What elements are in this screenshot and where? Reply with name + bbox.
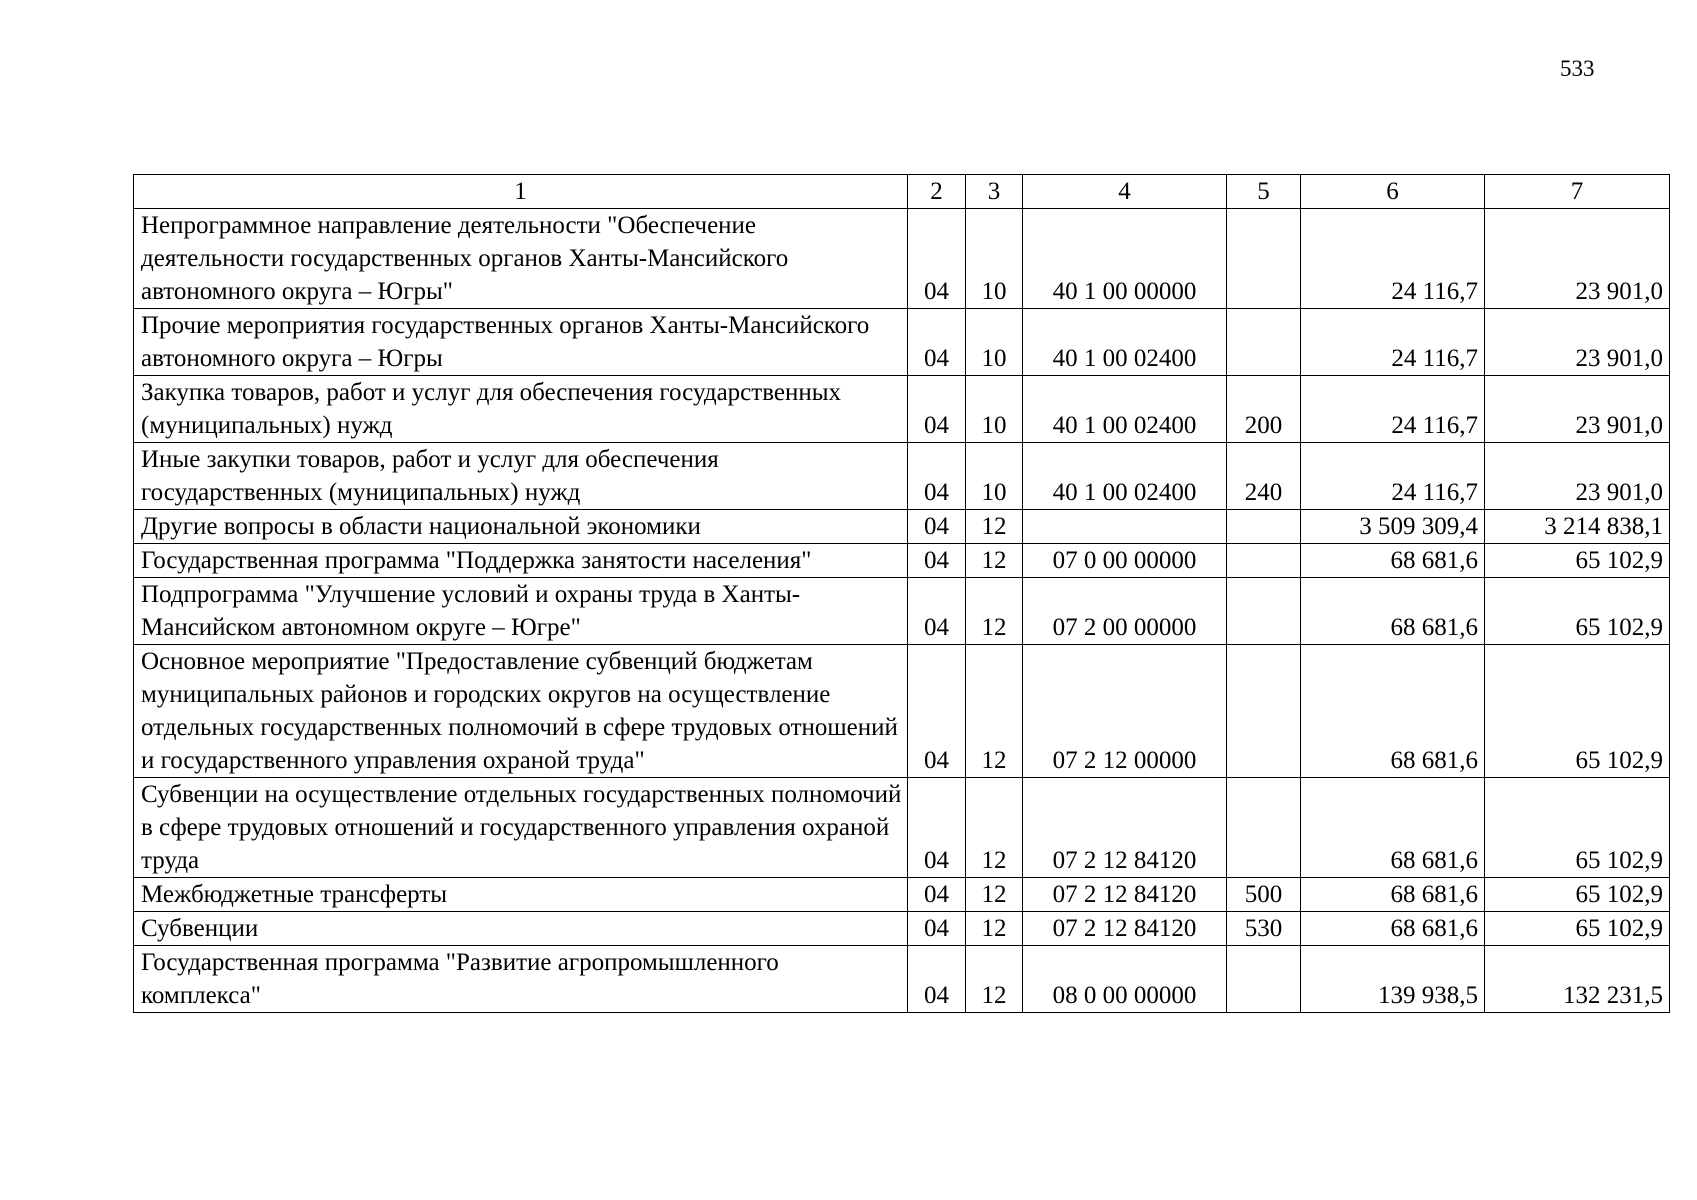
table-row [134,912,1670,946]
expense-type-cell: 530 [1227,912,1301,946]
amount-cell: 23 901,0 [1485,309,1670,376]
expense-type-cell: 240 [1227,443,1301,510]
subsection-cell: 12 [966,645,1023,778]
amount-cell: 23 901,0 [1485,443,1670,510]
row-name-cell: Другие вопросы в области национальной экономики [134,510,908,544]
amount-cell: 3 214 838,1 [1485,510,1670,544]
expense-type-cell [1227,209,1301,309]
amount-cell: 65 102,9 [1485,645,1670,778]
amount-cell: 68 681,6 [1301,778,1485,878]
column-header: 3 [966,175,1023,209]
expense-type-cell: 200 [1227,376,1301,443]
table-row [134,209,1670,309]
expense-type-cell [1227,578,1301,645]
target-article-cell: 40 1 00 02400 [1023,376,1227,443]
row-name-cell: Иные закупки товаров, работ и услуг для обеспечения государственных (муниципальных) нужд [134,443,908,510]
amount-cell: 65 102,9 [1485,578,1670,645]
subsection-cell: 10 [966,376,1023,443]
amount-cell: 132 231,5 [1485,946,1670,1013]
amount-cell: 65 102,9 [1485,544,1670,578]
amount-cell: 3 509 309,4 [1301,510,1485,544]
target-article-cell [1023,510,1227,544]
column-header: 2 [908,175,966,209]
table-row [134,878,1670,912]
column-header: 1 [134,175,908,209]
subsection-cell: 10 [966,209,1023,309]
row-name-cell: Непрограммное направление деятельности "Обеспечение деятельности государственных органов Ханты-Мансийского автономного округа – Югры" [134,209,908,309]
target-article-cell: 40 1 00 02400 [1023,309,1227,376]
expense-type-cell [1227,510,1301,544]
amount-cell: 24 116,7 [1301,443,1485,510]
amount-cell: 24 116,7 [1301,209,1485,309]
amount-cell: 24 116,7 [1301,309,1485,376]
table-row [134,544,1670,578]
expense-type-cell [1227,778,1301,878]
row-name-cell: Государственная программа "Поддержка занятости населения" [134,544,908,578]
row-name-cell: Государственная программа "Развитие агропромышленного комплекса" [134,946,908,1013]
subsection-cell: 12 [966,578,1023,645]
target-article-cell: 07 2 12 00000 [1023,645,1227,778]
amount-cell: 68 681,6 [1301,878,1485,912]
subsection-cell: 12 [966,912,1023,946]
row-name-cell: Межбюджетные трансферты [134,878,908,912]
amount-cell: 65 102,9 [1485,912,1670,946]
column-header: 5 [1227,175,1301,209]
section-cell: 04 [908,645,966,778]
section-cell: 04 [908,376,966,443]
target-article-cell: 07 2 12 84120 [1023,878,1227,912]
target-article-cell: 07 2 12 84120 [1023,912,1227,946]
amount-cell: 24 116,7 [1301,376,1485,443]
section-cell: 04 [908,510,966,544]
row-name-cell: Основное мероприятие "Предоставление субвенций бюджетам муниципальных районов и городских округов на осуществление отдельных государственных полномочий в сфере трудовых отношений и государственного управления охраной труда" [134,645,908,778]
table-row [134,578,1670,645]
subsection-cell: 12 [966,778,1023,878]
table-row [134,645,1670,778]
table-row [134,376,1670,443]
section-cell: 04 [908,309,966,376]
expense-type-cell: 500 [1227,878,1301,912]
subsection-cell: 12 [966,510,1023,544]
amount-cell: 68 681,6 [1301,578,1485,645]
section-cell: 04 [908,946,966,1013]
expense-type-cell [1227,645,1301,778]
amount-cell: 68 681,6 [1301,645,1485,778]
target-article-cell: 07 0 00 00000 [1023,544,1227,578]
subsection-cell: 12 [966,544,1023,578]
subsection-cell: 12 [966,946,1023,1013]
amount-cell: 68 681,6 [1301,912,1485,946]
table-row [134,946,1670,1013]
table-row [134,309,1670,376]
row-name-cell: Субвенции [134,912,908,946]
section-cell: 04 [908,578,966,645]
row-name-cell: Субвенции на осуществление отдельных государственных полномочий в сфере трудовых отношений и государственного управления охраной труда [134,778,908,878]
section-cell: 04 [908,912,966,946]
column-header: 6 [1301,175,1485,209]
amount-cell: 65 102,9 [1485,878,1670,912]
expense-type-cell [1227,946,1301,1013]
row-name-cell: Подпрограмма "Улучшение условий и охраны труда в Ханты-Мансийском автономном округе – Югре" [134,578,908,645]
amount-cell: 23 901,0 [1485,376,1670,443]
target-article-cell: 40 1 00 00000 [1023,209,1227,309]
row-name-cell: Закупка товаров, работ и услуг для обеспечения государственных (муниципальных) нужд [134,376,908,443]
target-article-cell: 07 2 00 00000 [1023,578,1227,645]
section-cell: 04 [908,443,966,510]
column-header: 4 [1023,175,1227,209]
amount-cell: 139 938,5 [1301,946,1485,1013]
row-name-cell: Прочие мероприятия государственных органов Ханты-Мансийского автономного округа – Югры [134,309,908,376]
expense-type-cell [1227,309,1301,376]
section-cell: 04 [908,209,966,309]
amount-cell: 65 102,9 [1485,778,1670,878]
section-cell: 04 [908,878,966,912]
subsection-cell: 10 [966,309,1023,376]
table-header-row [134,175,1670,209]
table-row [134,778,1670,878]
target-article-cell: 08 0 00 00000 [1023,946,1227,1013]
table-row [134,510,1670,544]
budget-table [133,174,1670,1013]
subsection-cell: 12 [966,878,1023,912]
subsection-cell: 10 [966,443,1023,510]
page-number: 533 [1560,56,1595,81]
expense-type-cell [1227,544,1301,578]
amount-cell: 68 681,6 [1301,544,1485,578]
amount-cell: 23 901,0 [1485,209,1670,309]
column-header: 7 [1485,175,1670,209]
table-row [134,443,1670,510]
target-article-cell: 40 1 00 02400 [1023,443,1227,510]
target-article-cell: 07 2 12 84120 [1023,778,1227,878]
section-cell: 04 [908,778,966,878]
section-cell: 04 [908,544,966,578]
